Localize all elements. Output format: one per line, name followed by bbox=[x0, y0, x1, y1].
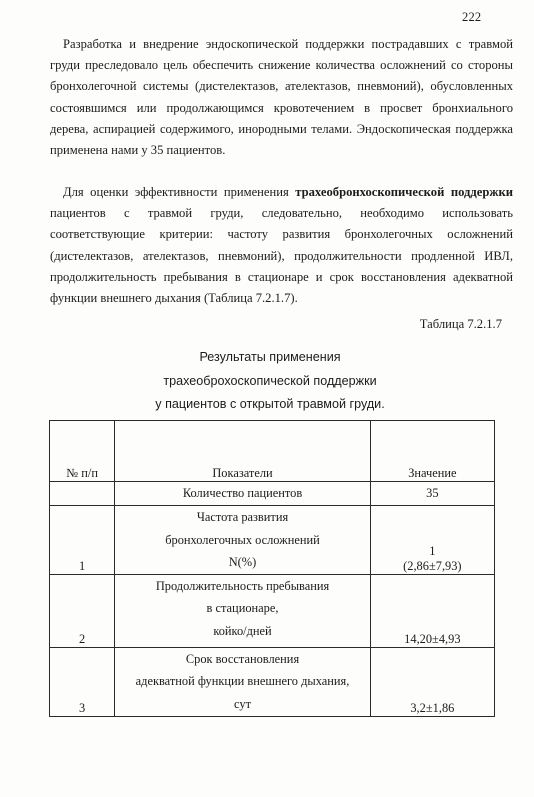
row-value bbox=[370, 574, 494, 647]
indicator-line: Количество пациентов bbox=[182, 486, 303, 501]
caption-line-3: у пациентов с открытой травмой груди. bbox=[155, 397, 385, 411]
row-indicator bbox=[115, 574, 370, 647]
indicator-line: Продолжительность пребывания bbox=[155, 578, 330, 593]
paragraph-criteria-end: пациентов с травмой груди, следовательно, необходимо использовать соответствующие критерии: частоту развития бронхолегочных осложнений (дистелектазов, ателектазов, пневмоний), продолжительности продленной ИВЛ, продолжительность пребывания в стационаре и срок восстановления адекватной функции внешнего дыхания (Таблица 7.2.1.7). bbox=[50, 206, 513, 306]
indicator-line: Частота развития bbox=[196, 510, 289, 524]
paragraph-criteria bbox=[50, 182, 513, 309]
header-num: № п/п bbox=[50, 421, 115, 482]
indicator-line: сут bbox=[234, 696, 251, 711]
table-row bbox=[50, 506, 495, 575]
table-header-row bbox=[50, 421, 495, 482]
row-num: 3 bbox=[50, 647, 115, 716]
value-line: (2,86±7,93) bbox=[403, 558, 462, 573]
page-number: 222 bbox=[462, 10, 482, 24]
indicator-line: койко/дней bbox=[213, 623, 272, 638]
caption-line-2: трахеоброхоскопической поддержки bbox=[163, 373, 377, 388]
paragraph-intro: Разработка и внедрение эндоскопической поддержки пострадавших с травмой груди преследовало цель обеспечить снижение количества осложнений со стороны бронхолегочной системы (дистелектазов, ателектазов, пневмоний), обусловленных состоявшимся или продолжающимся кровотечением в просвет бронхиального дерева, аспирацией содержимого, инородными телами. Эндоскопическая поддержка применена нами у 35 пациентов. bbox=[50, 37, 513, 158]
paragraph-criteria-start: Для оценки эффективности применения bbox=[63, 185, 296, 199]
table-row bbox=[50, 482, 495, 506]
row-indicator bbox=[115, 506, 370, 575]
header-indicator: Показатели bbox=[115, 421, 370, 482]
paragraph-criteria-bold: трахеобронхоскопической поддержки bbox=[295, 185, 513, 199]
value-line: 1 bbox=[429, 543, 436, 558]
row-num: 2 bbox=[50, 574, 115, 647]
row-indicator bbox=[115, 647, 370, 716]
row-num bbox=[50, 482, 115, 506]
value-line: 3,2±1,86 bbox=[410, 700, 455, 715]
indicator-line: N(%) bbox=[228, 555, 257, 569]
table-row bbox=[50, 574, 495, 647]
indicator-line: в стационаре, bbox=[206, 601, 279, 615]
row-value bbox=[370, 647, 494, 716]
row-num: 1 bbox=[50, 506, 115, 575]
results-table bbox=[49, 420, 495, 717]
caption-line-1: Результаты применения bbox=[199, 350, 341, 364]
indicator-line: бронхолегочных осложнений bbox=[165, 532, 320, 547]
row-value bbox=[370, 506, 494, 575]
row-value bbox=[370, 482, 494, 506]
table-label: Таблица 7.2.1.7 bbox=[419, 317, 502, 331]
value-line: 35 bbox=[426, 486, 439, 500]
table-row bbox=[50, 647, 495, 716]
row-indicator bbox=[115, 482, 370, 506]
header-value: Значение bbox=[370, 421, 494, 482]
value-line: 14,20±4,93 bbox=[404, 631, 461, 646]
table-caption bbox=[120, 346, 420, 417]
indicator-line: адекватной функции внешнего дыхания, bbox=[135, 674, 350, 688]
indicator-line: Срок восстановления bbox=[185, 651, 300, 666]
